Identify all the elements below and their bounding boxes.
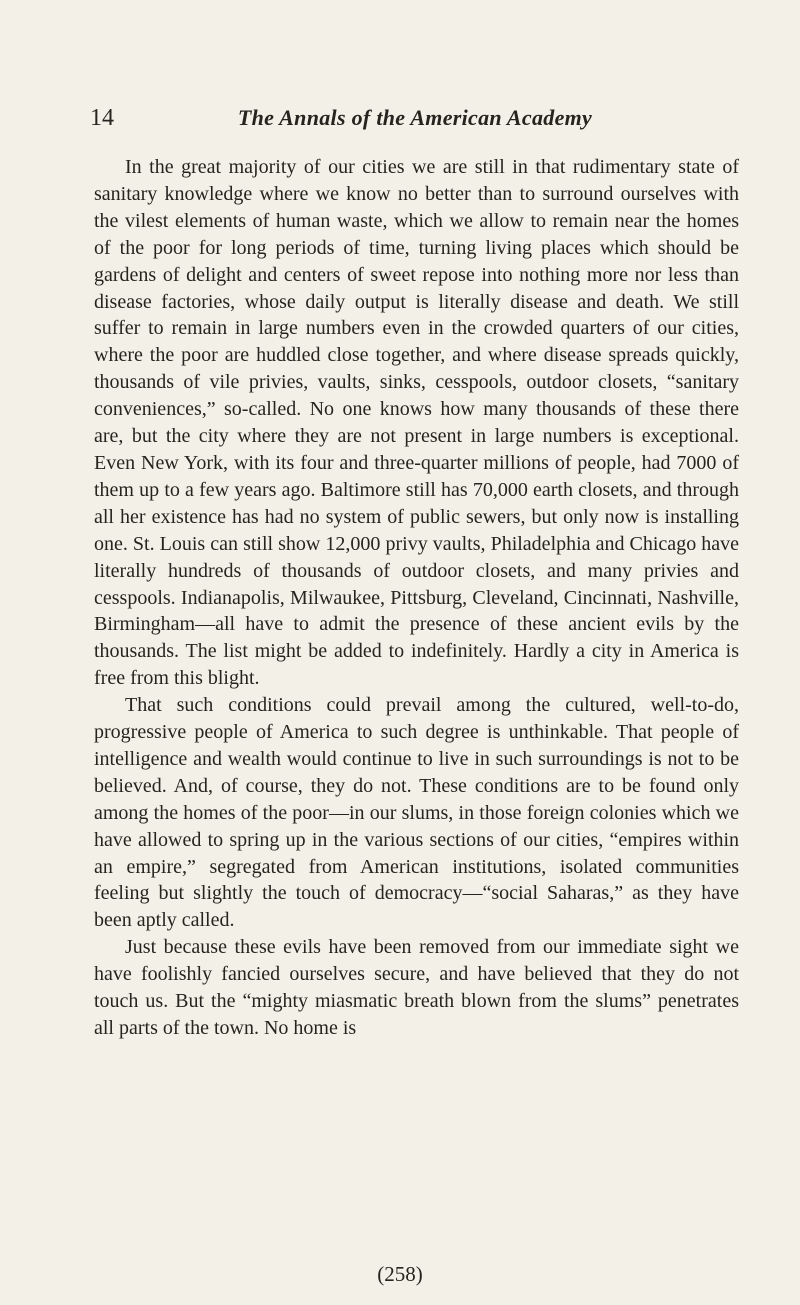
folio-number: (258)	[377, 1262, 423, 1286]
paragraph: That such conditions could prevail among the cultured, well-to-do, progressive people of America to such degree is unthinkable. That people of intelligence and wealth would continue to live in such surroundings is not to be believed. And, of course, they do not. These conditions are to be found only among the homes of the poor—in our slums, in those foreign colonies which we have allowed to spring up in the various sections of our cities, “empires within an empire,” segregated from American institutions, isolated communities feeling but slightly the touch of democracy—“social Saharas,” as they have been aptly called.	[94, 694, 739, 932]
journal-title: The Annals of the American Academy	[237, 105, 593, 130]
page-number: 14	[90, 105, 114, 131]
running-head	[90, 105, 740, 145]
paragraph: In the great majority of our cities we are still in that rudimentary state of sanitary knowledge where we know no better than to surround ourselves with the vilest elements of human waste, which we allow to remain near the homes of the poor for long periods of time, turning living places which should be gardens of delight and centers of sweet repose into nothing more nor less than disease factories, whose daily output is literally disease and death. We still suffer to remain in large numbers even in the crowded quarters of our cities, where the poor are huddled close together, and where disease spreads quickly, thousands of vile privies, vaults, sinks, cesspools, outdoor closets, “sanitary conveniences,” so-called. No one knows how many thousands of these there are, but the city where they are not present in large numbers is exceptional. Even New York, with its four and three-quarter millions of people, had 7000 of them up to a few years ago. Baltimore still has 70,000 earth closets, and through all her existence has had no system of public sewers, but only now is installing one. St. Louis can still show 12,000 privy vaults, Philadelphia and Chicago have literally hundreds of thousands of outdoor closets, and many privies and cesspools. Indianapolis, Milwaukee, Pittsburg, Cleveland, Cincinnati, Nashville, Birmingham—all have to admit the presence of these ancient evils by the thousands. The list might be added to indefinitely. Hardly a city in America is free from this blight.	[94, 156, 739, 690]
body-text	[94, 154, 739, 1042]
paragraph: Just because these evils have been removed from our immediate sight we have foolishly fancied ourselves secure, and have believed that they do not touch us. But the “mighty miasmatic breath blown from the slums” penetrates all parts of the town. No home is	[94, 936, 739, 1039]
